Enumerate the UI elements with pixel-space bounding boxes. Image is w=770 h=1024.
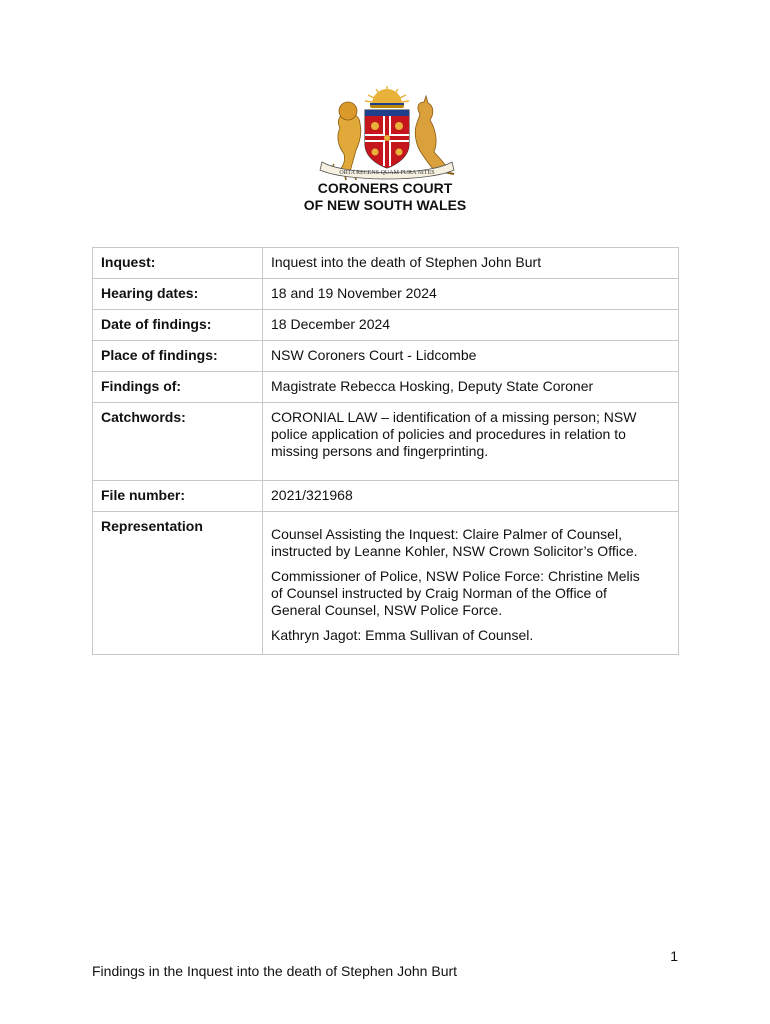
rising-sun-crest — [365, 86, 409, 108]
court-name-line-1: CORONERS COURT — [317, 180, 453, 196]
table-row-inquest — [93, 248, 679, 279]
place-of-findings-value: NSW Coroners Court - Lidcombe — [263, 341, 679, 372]
table-row-date-of-findings — [93, 310, 679, 341]
nsw-coat-of-arms-logo — [316, 84, 458, 180]
representation-label: Representation — [93, 512, 263, 655]
court-name-line-2: OF NEW SOUTH WALES — [303, 197, 467, 213]
catchwords-line: CORONIAL LAW – identification of a missing person; NSW — [271, 409, 637, 425]
table-row-hearing-dates — [93, 279, 679, 310]
findings-of-label: Findings of: — [93, 372, 263, 403]
table-row-representation — [93, 512, 679, 655]
representation-line: Commissioner of Police, NSW Police Force: Christine Melis — [271, 568, 640, 584]
inquest-label: Inquest: — [93, 248, 263, 279]
catchwords-line: police application of policies and procedures in relation to — [271, 426, 626, 442]
date-of-findings-label: Date of findings: — [93, 310, 263, 341]
file-number-value: 2021/321968 — [263, 481, 679, 512]
kangaroo-supporter — [415, 96, 454, 174]
representation-line: General Counsel, NSW Police Force. — [271, 602, 503, 618]
catchwords-line: missing persons and fingerprinting. — [271, 443, 489, 459]
table-row-findings-of — [93, 372, 679, 403]
table-row-catchwords — [93, 403, 679, 481]
catchwords-value — [263, 403, 679, 481]
representation-value — [263, 512, 679, 655]
representation-line: Counsel Assisting the Inquest: Claire Palmer of Counsel, — [271, 526, 622, 542]
file-number-label: File number: — [93, 481, 263, 512]
table-row-file-number — [93, 481, 679, 512]
findings-of-value: Magistrate Rebecca Hosking, Deputy State Coroner — [263, 372, 679, 403]
representation-line: Kathryn Jagot: Emma Sullivan of Counsel. — [271, 627, 534, 643]
shield — [365, 110, 409, 168]
date-of-findings-value: 18 December 2024 — [263, 310, 679, 341]
representation-paragraph — [271, 568, 670, 619]
table-row-place-of-findings — [93, 341, 679, 372]
case-details-table — [92, 247, 679, 655]
catchwords-label: Catchwords: — [93, 403, 263, 481]
representation-line: instructed by Leanne Kohler, NSW Crown Solicitor’s Office. — [271, 543, 638, 559]
page-number: 1 — [670, 948, 678, 964]
representation-line: of Counsel instructed by Craig Norman of the Office of — [271, 585, 607, 601]
page-footer: Findings in the Inquest into the death of Stephen John Burt — [92, 963, 458, 979]
representation-paragraph — [271, 627, 670, 644]
representation-paragraph — [271, 526, 670, 560]
hearing-dates-value: 18 and 19 November 2024 — [263, 279, 679, 310]
place-of-findings-label: Place of findings: — [93, 341, 263, 372]
motto-text: ORTA RECENS QUAM PURA NITES — [339, 170, 435, 176]
inquest-value: Inquest into the death of Stephen John Burt — [263, 248, 679, 279]
hearing-dates-label: Hearing dates: — [93, 279, 263, 310]
